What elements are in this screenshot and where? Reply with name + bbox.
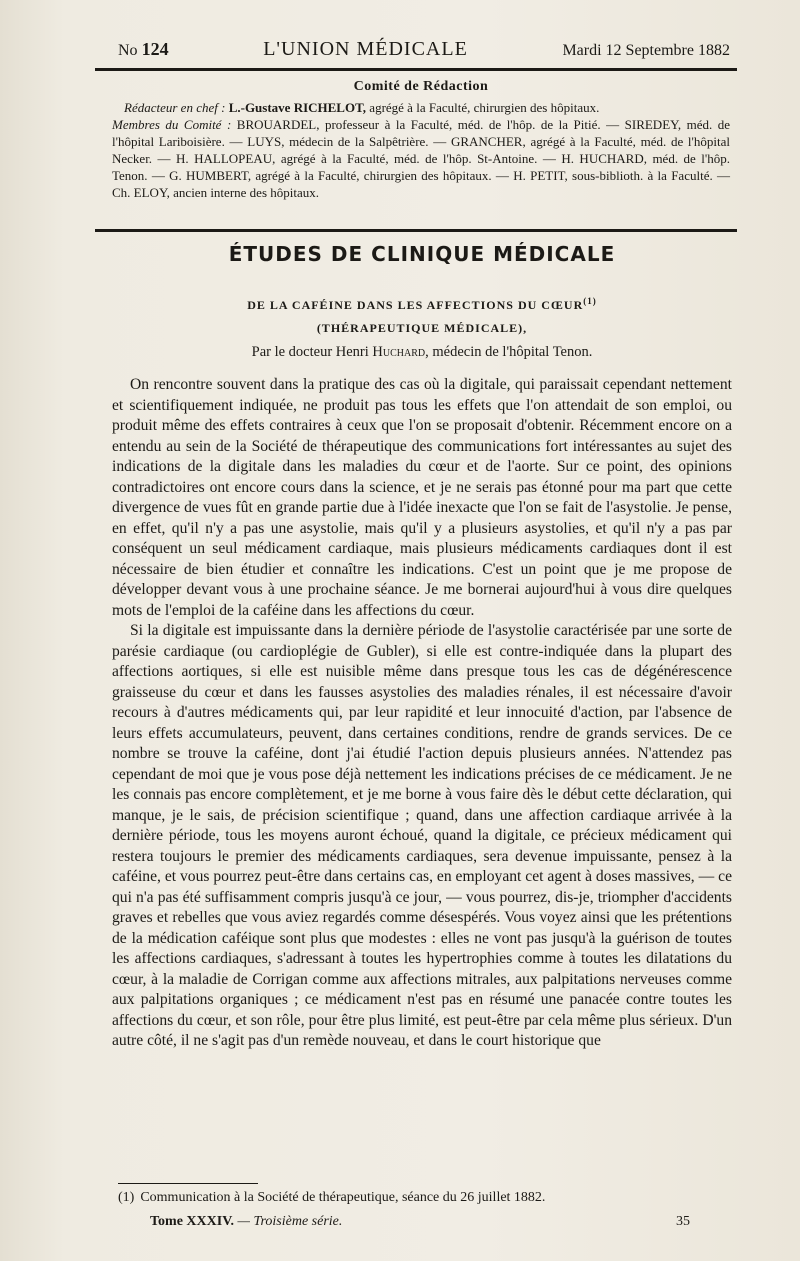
journal-title: L'UNION MÉDICALE [263,38,468,60]
paragraph-2: Si la digitale est impuissante dans la dernière période de l'asystolie caractérisée par une sorte de parésie cardiaque (ou cardioplégie de Gubler), si elle est contre-indiquée dans la plupart des affections aortiques, si elle est nuisible même dans presque tous les cas de dégénérescence graisseuse du cœur et dans les fausses asystolies des maladies rénales, il est nécessaire d'avoir recours à d'autres médicaments qui, par leur rapidité et leur innocuité d'action, par l'absence de leurs effets accumulateurs, peuvent, dans certaines conditions, rendre de grands services. De ce nombre se trouve la caféine, dont j'ai étudié l'action depuis plusieurs années. N'attendez pas cependant de moi que je vous pose déjà nettement les indications précises de ce médicament. Je ne les connais pas encore complètement, et je me borne à vous faire dès le début cette déclaration, qui manque, je le sais, de précision scientifique ; quand, dans une affection cardiaque arrivée à la dernière période, tous les moyens auront échoué, quand la digitale, ce précieux médicament qui restera toujours le premier des médicaments cardiaques, sera devenue impuissante, pensez à la caféine, et vous pourrez peut-être dans certains cas, en employant cet agent à doses massives, — ce qui n'a pas été suffisamment compris jusqu'à ce jour, — vous pourrez, dis-je, triompher d'accidents graves et rebelles que vous aviez regardés comme désespérés. Vous voyez ainsi que les prétentions de la médication caféique sont plus que modestes : elles ne vont pas jusqu'à la guérison de toutes les affections cardiaques, s'adressant à toutes les hypertrophies comme à toutes les dilatations du cœur, à la maladie de Corrigan comme aux affections mitrales, aux palpitations nerveuses comme aux palpitations organiques ; ce médicament n'est pas en résumé une panacée contre toutes les affections du cœur, et son rôle, pour être plus limité, est peut-être par cela même plus sérieux. D'un autre côté, il ne s'agit pas d'un remède nouveau, et dans le court historique que [112,622,732,1049]
article-title-text: DE LA CAFÉINE DANS LES AFFECTIONS DU CŒUR [247,298,584,312]
footer-volume [150,1214,342,1230]
footer-series: — Troisième série. [237,1214,343,1229]
issue-number-value: 124 [141,39,169,59]
committee-members [112,116,730,201]
article-title-note: (1) [583,296,597,306]
members-label: Membres du Comité : [112,117,232,132]
footnote [118,1190,738,1206]
footnote-mark: (1) [118,1190,135,1205]
issue-date: Mardi 12 Septembre 1882 [562,42,730,59]
page-footer [150,1214,690,1230]
issue-number [118,39,169,60]
chief-name: L.-Gustave RICHELOT, [228,100,367,115]
committee-title: Comité de Rédaction [353,79,489,94]
article-section-title: ÉTUDES DE CLINIQUE MÉDICALE [228,242,616,266]
chief-editor-line [112,99,730,116]
footnote-rule [118,1183,258,1184]
paragraph-1: On rencontre souvent dans la pratique des cas où la digitale, qui paraissait cependant nettement et scientifiquement indiquée, ne produit pas tous les effets que l'on attendait de son emploi, ou produit même des effets contraires à ceux que l'on se proposait d'obtenir. Récemment encore on a entendu au sein de la Société de thérapeutique des communications fort intéressantes au sujet des indications de la digitale dans les maladies du cœur et de l'aorte. Sur ce point, des opinions contradictoires ont encore cours dans la science, et je ne serais pas étonné pour ma part que cette divergence de vues fût en grande partie due à l'idée inexacte que l'on se fait de l'asystolie. Je pense, en effet, qu'il n'y a pas une asystolie, mais qu'il y a plusieurs asystolies, et qu'il n'y a pas par conséquent un seul médicament cardiaque, mais plusieurs médicaments cardiaques dont il est nécessaire de bien étudier et connaître les indications. C'est un point que je me propose de développer devant vous à une prochaine séance. Je me bornerai aujourd'hui à vous dire quelques mots de l'emploi de la caféine dans les affections du cœur. [112,376,732,619]
author-name: Huchard [372,344,426,360]
footnote-text: Communication à la Société de thérapeutique, séance du 26 juillet 1882. [140,1190,546,1205]
article-title [112,296,732,313]
footer-tome: Tome XXXIV. [150,1214,235,1229]
header-rule [95,68,737,71]
committee-rule [95,229,737,232]
article-author [112,344,732,361]
members-text: BROUARDEL, professeur à la Faculté, méd. de l'hôp. de la Pitié. — SIREDEY, méd. de l'hôpital Lariboisière. — LUYS, médecin de la Salpêtrière. — GRANCHER, agrégé à la Faculté, méd. de l'hôpital Necker. — H. HALLOPEAU, agrégé à la Faculté, méd. de l'hôp. St-Antoine. — H. HUCHARD, méd. de l'hôp. Tenon. — G. HUMBERT, agrégé à la Faculté, chirurgien des hôpitaux. — H. PETIT, sous-biblioth. à la Faculté. — Ch. ELOY, ancien interne des hôpitaux. [112,117,730,200]
running-head [118,38,730,61]
chief-label: Rédacteur en chef : [124,100,226,115]
issue-number-prefix: No [118,42,138,59]
article-body [112,375,732,1052]
editorial-committee [112,78,730,201]
author-suffix: , médecin de l'hôpital Tenon. [425,344,593,360]
article [112,242,732,1052]
article-subtitle: (THÉRAPEUTIQUE MÉDICALE), [316,321,528,335]
chief-desc: agrégé à la Faculté, chirurgien des hôpitaux. [369,100,600,115]
author-prefix: Par le docteur Henri [251,344,369,360]
page-number: 35 [676,1214,690,1229]
